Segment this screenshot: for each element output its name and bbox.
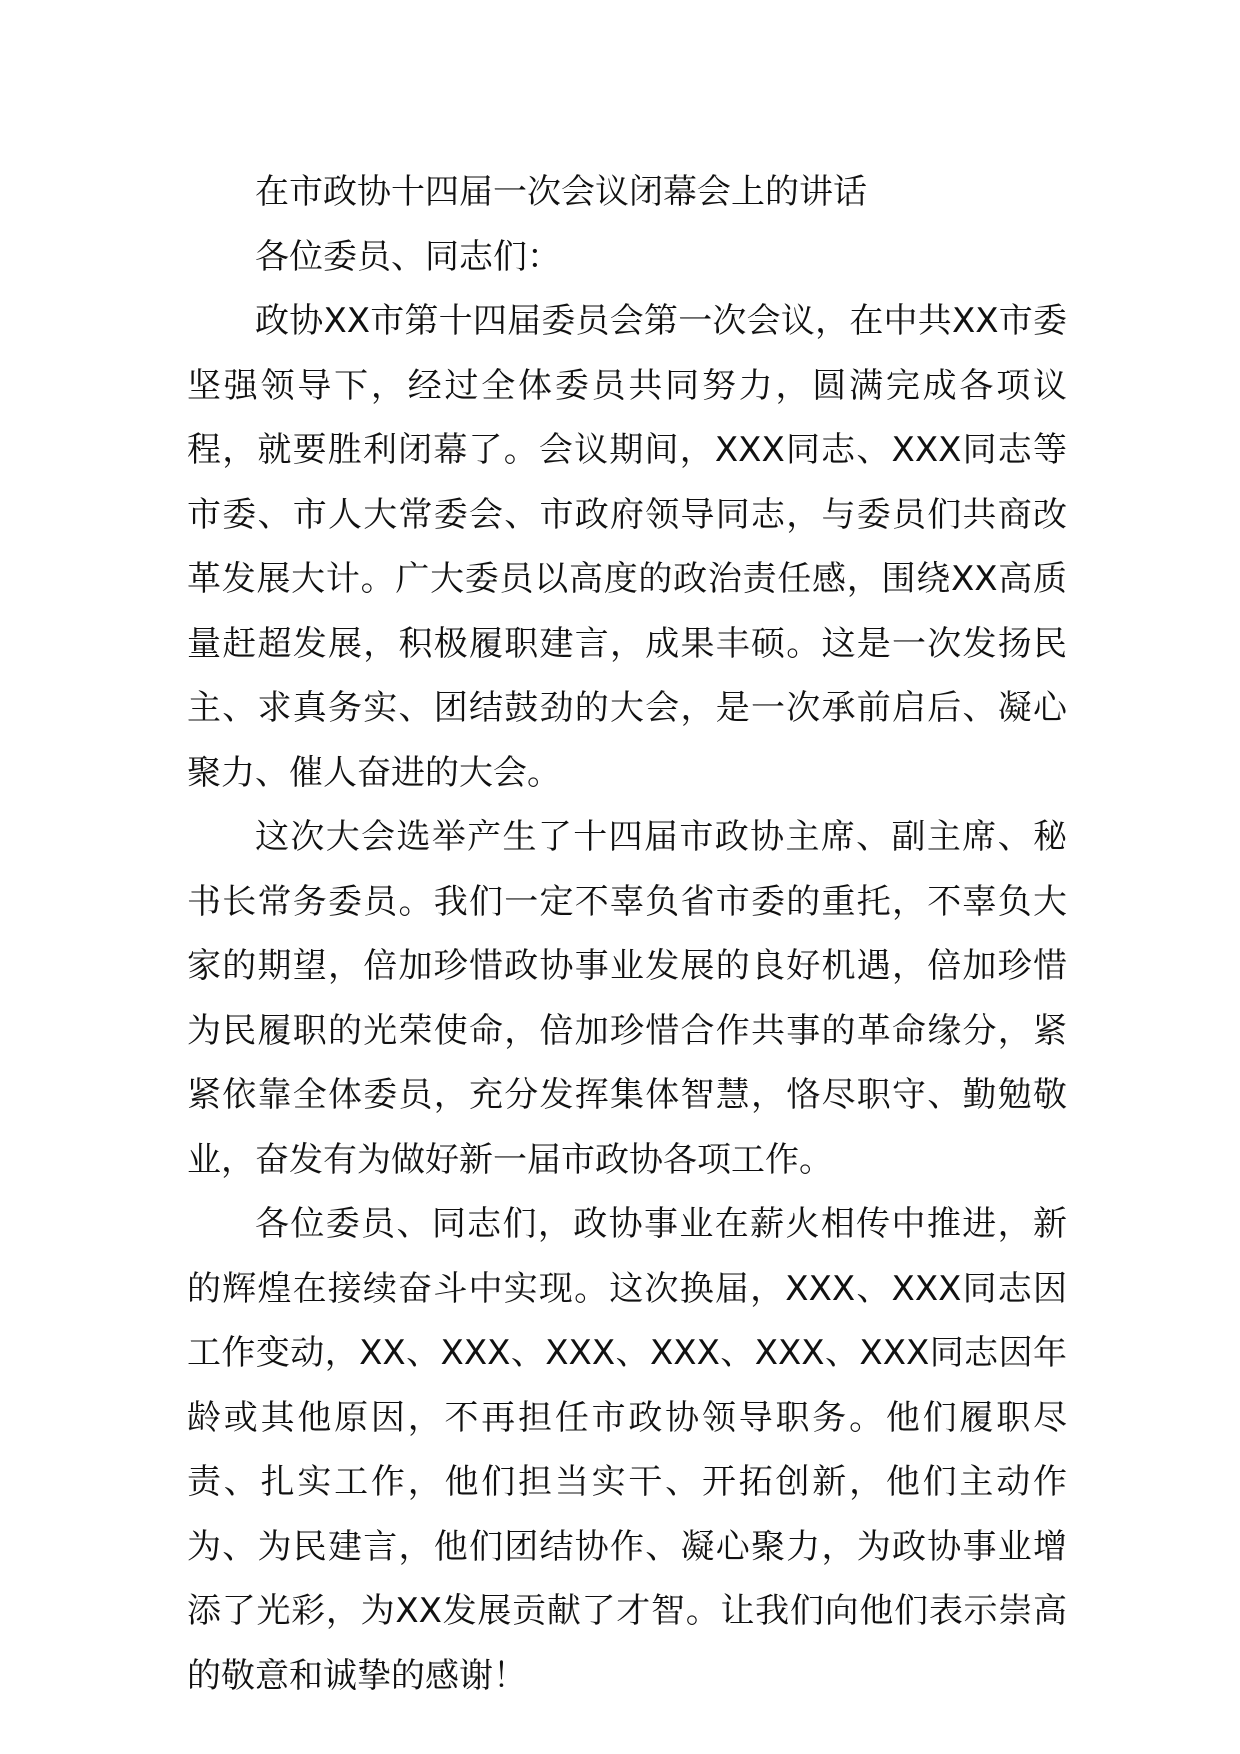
document-title: 在市政协十四届一次会议闭幕会上的讲话 <box>255 172 867 212</box>
salutation: 各位委员、同志们： <box>255 236 561 277</box>
paragraph: 各位委员、同志们，政协事业在薪火相传中推进，新的辉煌在接续奋斗中实现。这次换届，XXX、XXX同志因工作变动，XX、XXX、XXX、XXX、XXX、XXX同志因年龄或其他原因，不再担任市政协领导职务。他们履职尽责、扎实工作，他们担当实干、开拓创新，他们主动作为、为民建言，他们团结协作、凝心聚力，为政协事业增添了光彩，为XX发展贡献了才智。让我们向他们表示崇高的敬意和诚挚的感谢！ <box>187 1204 1067 1696</box>
paragraph: 政协XX市第十四届委员会第一次会议，在中共XX市委坚强领导下，经过全体委员共同努力，圆满完成各项议程，就要胜利闭幕了。会议期间，XXX同志、XXX同志等市委、市人大常委会、市政府领导同志，与委员们共商改革发展大计。广大委员以高度的政治责任感，围绕XX高质量赶超发展，积极履职建言，成果丰硕。这是一次发扬民主、求真务实、团结鼓劲的大会，是一次承前启后、凝心聚力、催人奋进的大会。 <box>187 301 1067 793</box>
paragraph: 这次大会选举产生了十四届市政协主席、副主席、秘书长常务委员。我们一定不辜负省市委的重托，不辜负大家的期望，倍加珍惜政协事业发展的良好机遇，倍加珍惜为民履职的光荣使命，倍加珍惜合作共事的革命缘分，紧紧依靠全体委员，充分发挥集体智慧，恪尽职守、勤勉敬业，奋发有为做好新一届市政协各项工作。 <box>187 817 1067 1180</box>
document-body <box>187 160 1067 1708</box>
